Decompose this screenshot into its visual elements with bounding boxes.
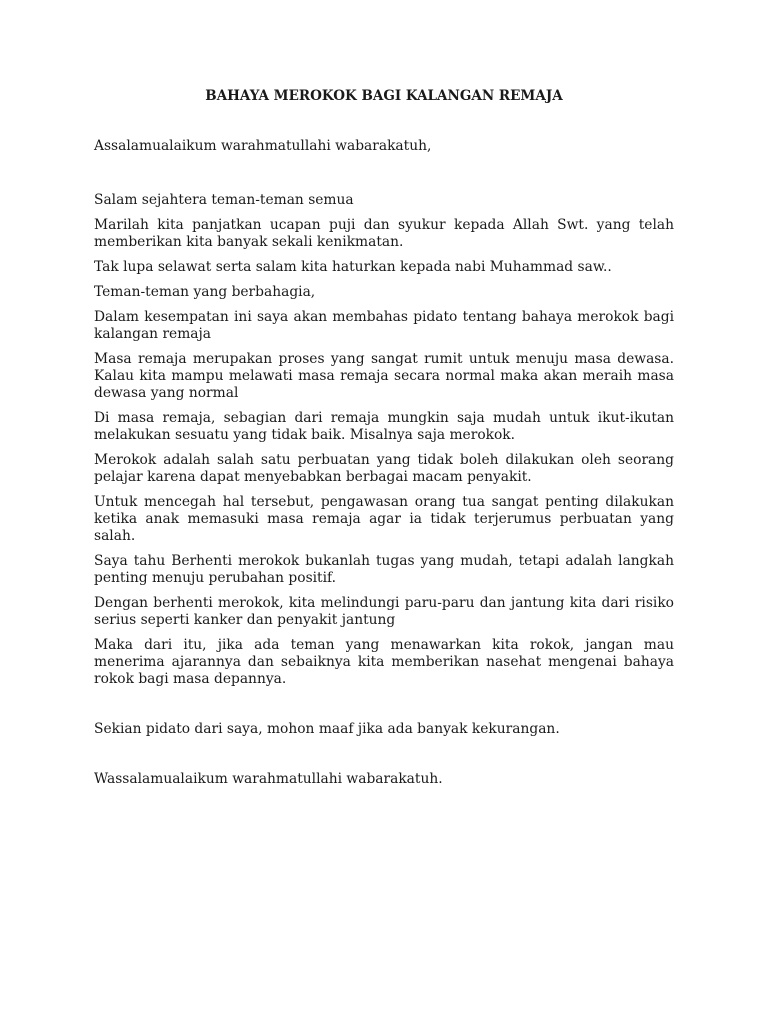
closing-greeting: Wassalamualaikum warahmatullahi wabarakatuh. [94,771,443,787]
document-body [94,88,674,796]
paragraph: Dengan berhenti merokok, kita melindungi paru-paru dan jantung kita dari risiko serius seperti kanker dan penyakit jantung [94,595,674,628]
opening-greeting: Assalamualaikum warahmatullahi wabarakatuh, [94,138,432,154]
paragraph: Saya tahu Berhenti merokok bukanlah tugas yang mudah, tetapi adalah langkah penting menuju perubahan positif. [94,553,674,586]
paragraph: Untuk mencegah hal tersebut, pengawasan orang tua sangat penting dilakukan ketika anak memasuki masa remaja agar ia tidak terjerumus perbuatan yang salah. [94,494,674,544]
paragraph: Marilah kita panjatkan ucapan puji dan syukur kepada Allah Swt. yang telah memberikan kita banyak sekali kenikmatan. [94,217,674,250]
paragraph: Masa remaja merupakan proses yang sangat rumit untuk menuju masa dewasa. Kalau kita mampu melawati masa remaja secara normal maka akan meraih masa dewasa yang normal [94,351,674,401]
paragraph: Salam sejahtera teman-teman semua [94,192,354,208]
document-title: BAHAYA MEROKOK BAGI KALANGAN REMAJA [205,88,563,104]
paragraph: Tak lupa selawat serta salam kita haturkan kepada nabi Muhammad saw.. [94,259,612,275]
paragraph: Di masa remaja, sebagian dari remaja mungkin saja mudah untuk ikut-ikutan melakukan sesuatu yang tidak baik. Misalnya saja merokok. [94,410,674,443]
paragraph: Maka dari itu, jika ada teman yang menawarkan kita rokok, jangan mau menerima ajarannya dan sebaiknya kita memberikan nasehat mengenai bahaya rokok bagi masa depannya. [94,637,674,687]
paragraph: Teman-teman yang berbahagia, [94,284,316,300]
closing-remark: Sekian pidato dari saya, mohon maaf jika ada banyak kekurangan. [94,721,560,737]
paragraph: Dalam kesempatan ini saya akan membahas pidato tentang bahaya merokok bagi kalangan remaja [94,309,674,342]
paragraph: Merokok adalah salah satu perbuatan yang tidak boleh dilakukan oleh seorang pelajar karena dapat menyebabkan berbagai macam penyakit. [94,452,674,485]
